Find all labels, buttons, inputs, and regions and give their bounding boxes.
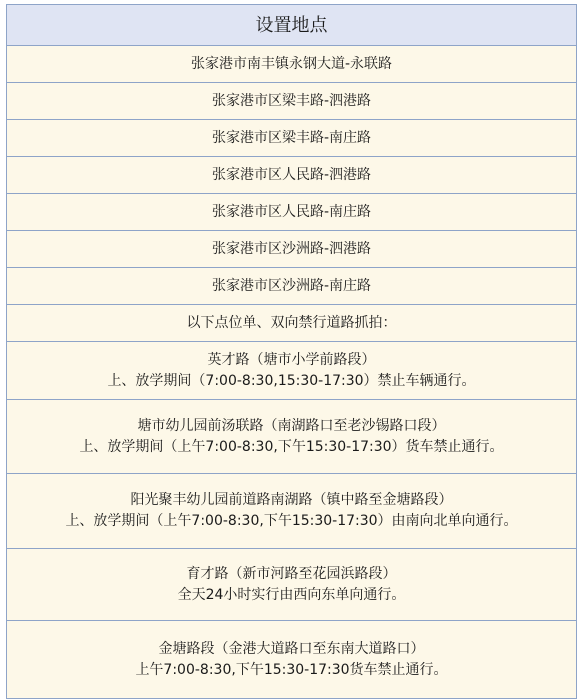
restriction-row <box>7 548 576 620</box>
location-text: 张家港市区沙洲路-泗港路 <box>211 240 372 257</box>
table-row <box>7 82 576 119</box>
table-row <box>7 267 576 304</box>
restriction-location: 英才路（塘市小学前路段） <box>207 351 376 368</box>
restriction-rule: 上、放学期间（上午7:00-8:30,下午15:30-17:30）由南向北单向通行。 <box>65 513 518 529</box>
restriction-location: 塘市幼儿园前汤联路（南湖路口至老沙锡路口段） <box>137 417 446 434</box>
restriction-rule: 上午7:00-8:30,下午15:30-17:30货车禁止通行。 <box>135 661 448 678</box>
location-text: 张家港市区梁丰路-南庄路 <box>211 129 372 146</box>
restriction-row <box>7 620 576 698</box>
location-text: 张家港市区梁丰路-泗港路 <box>211 92 372 109</box>
locations-table <box>6 4 577 699</box>
header-title: 设置地点 <box>255 14 328 36</box>
table-row <box>7 119 576 156</box>
restriction-location: 阳光聚丰幼儿园前道路南湖路（镇中路至金塘路段） <box>130 492 453 508</box>
location-text: 张家港市南丰镇永钢大道-永联路 <box>190 55 393 72</box>
section-note: 以下点位单、双向禁行道路抓拍： <box>186 314 397 331</box>
table-header <box>7 5 576 45</box>
table-row <box>7 193 576 230</box>
table-row <box>7 156 576 193</box>
restriction-row <box>7 473 576 548</box>
location-text: 张家港市区人民路-南庄路 <box>211 203 372 220</box>
location-text: 张家港市区人民路-泗港路 <box>211 166 372 183</box>
section-note-row <box>7 304 576 341</box>
restriction-rule: 上、放学期间（上午7:00-8:30,下午15:30-17:30）货车禁止通行。 <box>79 438 504 455</box>
restriction-location: 金塘路段（金港大道路口至东南大道路口） <box>158 640 425 657</box>
restriction-row <box>7 399 576 473</box>
restriction-rule: 全天24小时实行由西向东单向通行。 <box>177 586 406 603</box>
table-row <box>7 45 576 82</box>
location-text: 张家港市区沙洲路-南庄路 <box>211 277 372 294</box>
restriction-row <box>7 341 576 399</box>
restriction-rule: 上、放学期间（7:00-8:30,15:30-17:30）禁止车辆通行。 <box>107 372 476 389</box>
restriction-location: 育才路（新市河路至花园浜路段） <box>186 565 397 582</box>
table-row <box>7 230 576 267</box>
